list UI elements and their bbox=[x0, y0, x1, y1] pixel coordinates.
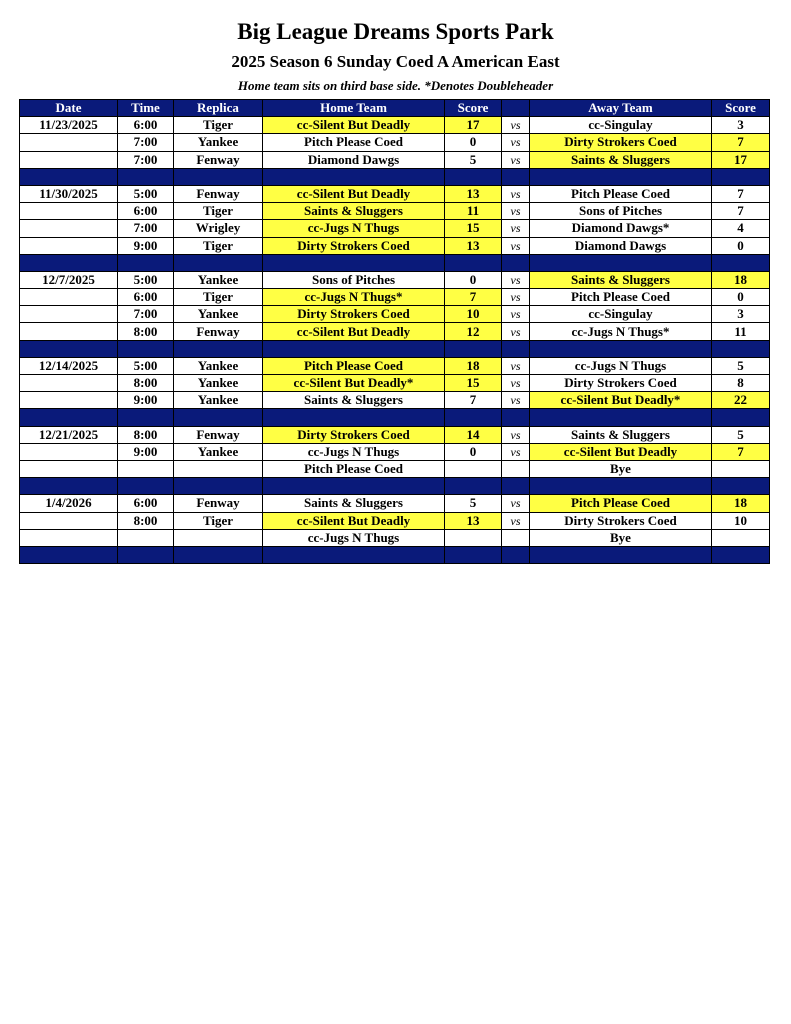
away-team-cell: Diamond Dawgs bbox=[530, 237, 712, 254]
col-away-score-header: Score bbox=[712, 100, 770, 117]
separator-cell bbox=[445, 478, 502, 495]
away-team-cell: cc-Singulay bbox=[530, 306, 712, 323]
home-score-cell: 13 bbox=[445, 512, 502, 529]
replica-cell: Tiger bbox=[174, 203, 263, 220]
away-score-cell: 7 bbox=[712, 443, 770, 460]
separator-cell bbox=[502, 409, 530, 426]
replica-cell bbox=[174, 529, 263, 546]
week-separator-row bbox=[20, 340, 770, 357]
date-cell bbox=[20, 237, 118, 254]
home-score-cell: 13 bbox=[445, 237, 502, 254]
vs-cell: vs bbox=[502, 357, 530, 374]
vs-cell: vs bbox=[502, 323, 530, 340]
replica-cell: Fenway bbox=[174, 151, 263, 168]
away-team-cell: Sons of Pitches bbox=[530, 203, 712, 220]
date-cell bbox=[20, 306, 118, 323]
home-team-cell: Saints & Sluggers bbox=[263, 495, 445, 512]
time-cell: 6:00 bbox=[118, 117, 174, 134]
separator-cell bbox=[174, 340, 263, 357]
time-cell bbox=[118, 460, 174, 477]
game-row bbox=[20, 375, 770, 392]
vs-cell: vs bbox=[502, 306, 530, 323]
separator-cell bbox=[445, 340, 502, 357]
separator-cell bbox=[263, 254, 445, 271]
separator-cell bbox=[174, 546, 263, 563]
replica-cell: Tiger bbox=[174, 512, 263, 529]
away-score-cell: 0 bbox=[712, 289, 770, 306]
home-score-cell: 15 bbox=[445, 220, 502, 237]
away-score-cell: 17 bbox=[712, 151, 770, 168]
col-vs-header bbox=[502, 100, 530, 117]
home-score-cell: 10 bbox=[445, 306, 502, 323]
away-score-cell: 22 bbox=[712, 392, 770, 409]
home-score-cell: 12 bbox=[445, 323, 502, 340]
home-team-cell: cc-Silent But Deadly bbox=[263, 512, 445, 529]
col-time-header: Time bbox=[118, 100, 174, 117]
separator-cell bbox=[502, 168, 530, 185]
time-cell: 6:00 bbox=[118, 203, 174, 220]
time-cell: 9:00 bbox=[118, 443, 174, 460]
away-score-cell: 3 bbox=[712, 306, 770, 323]
home-team-cell: Pitch Please Coed bbox=[263, 134, 445, 151]
vs-cell: vs bbox=[502, 151, 530, 168]
away-score-cell: 7 bbox=[712, 185, 770, 202]
date-cell bbox=[20, 392, 118, 409]
time-cell: 9:00 bbox=[118, 392, 174, 409]
time-cell: 8:00 bbox=[118, 512, 174, 529]
away-score-cell: 18 bbox=[712, 271, 770, 288]
away-score-cell: 10 bbox=[712, 512, 770, 529]
home-team-cell: Dirty Strokers Coed bbox=[263, 237, 445, 254]
game-row bbox=[20, 237, 770, 254]
away-team-cell: cc-Silent But Deadly bbox=[530, 443, 712, 460]
week-separator-row bbox=[20, 409, 770, 426]
home-score-cell: 5 bbox=[445, 151, 502, 168]
col-replica-header: Replica bbox=[174, 100, 263, 117]
away-score-cell: 11 bbox=[712, 323, 770, 340]
date-cell: 12/7/2025 bbox=[20, 271, 118, 288]
date-cell bbox=[20, 323, 118, 340]
home-team-cell: Dirty Strokers Coed bbox=[263, 306, 445, 323]
game-row bbox=[20, 426, 770, 443]
date-cell bbox=[20, 460, 118, 477]
separator-cell bbox=[118, 340, 174, 357]
separator-cell bbox=[712, 478, 770, 495]
separator-cell bbox=[445, 168, 502, 185]
time-cell: 5:00 bbox=[118, 357, 174, 374]
time-cell: 7:00 bbox=[118, 306, 174, 323]
away-team-cell: cc-Silent But Deadly* bbox=[530, 392, 712, 409]
replica-cell: Yankee bbox=[174, 443, 263, 460]
away-team-cell: cc-Jugs N Thugs bbox=[530, 357, 712, 374]
date-cell: 11/23/2025 bbox=[20, 117, 118, 134]
separator-cell bbox=[530, 478, 712, 495]
home-team-cell: cc-Jugs N Thugs bbox=[263, 529, 445, 546]
col-home-team-header: Home Team bbox=[263, 100, 445, 117]
time-cell: 5:00 bbox=[118, 271, 174, 288]
away-score-cell: 3 bbox=[712, 117, 770, 134]
time-cell: 8:00 bbox=[118, 323, 174, 340]
separator-cell bbox=[263, 168, 445, 185]
date-cell bbox=[20, 220, 118, 237]
vs-cell bbox=[502, 460, 530, 477]
away-team-cell: Dirty Strokers Coed bbox=[530, 375, 712, 392]
date-cell bbox=[20, 529, 118, 546]
away-team-cell: Saints & Sluggers bbox=[530, 151, 712, 168]
separator-cell bbox=[118, 254, 174, 271]
separator-cell bbox=[263, 546, 445, 563]
time-cell: 6:00 bbox=[118, 289, 174, 306]
home-score-cell: 18 bbox=[445, 357, 502, 374]
vs-cell: vs bbox=[502, 443, 530, 460]
separator-cell bbox=[445, 254, 502, 271]
separator-cell bbox=[118, 409, 174, 426]
away-team-cell: Bye bbox=[530, 529, 712, 546]
separator-cell bbox=[445, 546, 502, 563]
time-cell: 7:00 bbox=[118, 134, 174, 151]
home-team-cell: cc-Silent But Deadly bbox=[263, 185, 445, 202]
replica-cell: Yankee bbox=[174, 392, 263, 409]
home-team-cell: Diamond Dawgs bbox=[263, 151, 445, 168]
separator-cell bbox=[118, 478, 174, 495]
separator-cell bbox=[712, 409, 770, 426]
vs-cell: vs bbox=[502, 392, 530, 409]
game-row bbox=[20, 220, 770, 237]
home-score-cell: 0 bbox=[445, 134, 502, 151]
week-separator-row bbox=[20, 478, 770, 495]
separator-cell bbox=[20, 478, 118, 495]
separator-cell bbox=[263, 409, 445, 426]
away-score-cell: 8 bbox=[712, 375, 770, 392]
separator-cell bbox=[118, 168, 174, 185]
home-score-cell bbox=[445, 529, 502, 546]
separator-cell bbox=[502, 254, 530, 271]
home-score-cell: 5 bbox=[445, 495, 502, 512]
replica-cell: Yankee bbox=[174, 134, 263, 151]
separator-cell bbox=[118, 546, 174, 563]
away-score-cell: 5 bbox=[712, 426, 770, 443]
replica-cell: Tiger bbox=[174, 289, 263, 306]
time-cell: 8:00 bbox=[118, 375, 174, 392]
away-score-cell: 7 bbox=[712, 134, 770, 151]
game-row bbox=[20, 495, 770, 512]
home-team-cell: cc-Jugs N Thugs* bbox=[263, 289, 445, 306]
home-score-cell: 7 bbox=[445, 392, 502, 409]
separator-cell bbox=[530, 340, 712, 357]
time-cell: 7:00 bbox=[118, 220, 174, 237]
home-team-cell: Saints & Sluggers bbox=[263, 392, 445, 409]
separator-cell bbox=[20, 409, 118, 426]
home-team-cell: cc-Silent But Deadly bbox=[263, 323, 445, 340]
separator-cell bbox=[502, 546, 530, 563]
week-separator-row bbox=[20, 254, 770, 271]
home-score-cell: 14 bbox=[445, 426, 502, 443]
time-cell: 6:00 bbox=[118, 495, 174, 512]
vs-cell: vs bbox=[502, 117, 530, 134]
separator-cell bbox=[20, 254, 118, 271]
vs-cell: vs bbox=[502, 512, 530, 529]
replica-cell: Yankee bbox=[174, 357, 263, 374]
home-score-cell: 17 bbox=[445, 117, 502, 134]
away-team-cell: Saints & Sluggers bbox=[530, 426, 712, 443]
page-subtitle: 2025 Season 6 Sunday Coed A American East bbox=[231, 52, 560, 71]
separator-cell bbox=[530, 546, 712, 563]
game-row bbox=[20, 529, 770, 546]
header-row bbox=[20, 100, 770, 117]
separator-cell bbox=[20, 546, 118, 563]
date-cell: 12/21/2025 bbox=[20, 426, 118, 443]
home-team-cell: cc-Jugs N Thugs bbox=[263, 220, 445, 237]
vs-cell bbox=[502, 529, 530, 546]
home-score-cell bbox=[445, 460, 502, 477]
replica-cell: Yankee bbox=[174, 271, 263, 288]
vs-cell: vs bbox=[502, 237, 530, 254]
home-score-cell: 0 bbox=[445, 443, 502, 460]
date-cell: 1/4/2026 bbox=[20, 495, 118, 512]
week-separator-row bbox=[20, 168, 770, 185]
date-cell bbox=[20, 134, 118, 151]
replica-cell: Yankee bbox=[174, 306, 263, 323]
game-row bbox=[20, 203, 770, 220]
separator-cell bbox=[502, 478, 530, 495]
replica-cell: Tiger bbox=[174, 237, 263, 254]
date-cell bbox=[20, 443, 118, 460]
vs-cell: vs bbox=[502, 375, 530, 392]
separator-cell bbox=[174, 478, 263, 495]
away-score-cell: 0 bbox=[712, 237, 770, 254]
game-row bbox=[20, 392, 770, 409]
away-team-cell: Saints & Sluggers bbox=[530, 271, 712, 288]
vs-cell: vs bbox=[502, 185, 530, 202]
away-score-cell: 18 bbox=[712, 495, 770, 512]
time-cell: 8:00 bbox=[118, 426, 174, 443]
separator-cell bbox=[712, 254, 770, 271]
replica-cell: Fenway bbox=[174, 426, 263, 443]
home-team-cell: Pitch Please Coed bbox=[263, 357, 445, 374]
replica-cell: Yankee bbox=[174, 375, 263, 392]
col-away-team-header: Away Team bbox=[530, 100, 712, 117]
home-team-cell: Dirty Strokers Coed bbox=[263, 426, 445, 443]
home-team-cell: cc-Silent But Deadly bbox=[263, 117, 445, 134]
page-title: Big League Dreams Sports Park bbox=[237, 19, 554, 44]
separator-cell bbox=[445, 409, 502, 426]
schedule-table bbox=[19, 99, 770, 564]
home-team-cell: Sons of Pitches bbox=[263, 271, 445, 288]
vs-cell: vs bbox=[502, 203, 530, 220]
away-team-cell: Pitch Please Coed bbox=[530, 185, 712, 202]
home-team-cell: Pitch Please Coed bbox=[263, 460, 445, 477]
vs-cell: vs bbox=[502, 495, 530, 512]
separator-cell bbox=[174, 254, 263, 271]
separator-cell bbox=[174, 409, 263, 426]
away-team-cell: cc-Jugs N Thugs* bbox=[530, 323, 712, 340]
game-row bbox=[20, 443, 770, 460]
home-score-cell: 15 bbox=[445, 375, 502, 392]
game-row bbox=[20, 271, 770, 288]
home-score-cell: 7 bbox=[445, 289, 502, 306]
game-row bbox=[20, 185, 770, 202]
separator-cell bbox=[530, 168, 712, 185]
vs-cell: vs bbox=[502, 134, 530, 151]
date-cell: 11/30/2025 bbox=[20, 185, 118, 202]
vs-cell: vs bbox=[502, 289, 530, 306]
replica-cell bbox=[174, 460, 263, 477]
away-score-cell: 5 bbox=[712, 357, 770, 374]
separator-cell bbox=[20, 340, 118, 357]
separator-cell bbox=[502, 340, 530, 357]
away-score-cell bbox=[712, 529, 770, 546]
away-team-cell: Diamond Dawgs* bbox=[530, 220, 712, 237]
away-team-cell: Pitch Please Coed bbox=[530, 289, 712, 306]
home-score-cell: 13 bbox=[445, 185, 502, 202]
separator-cell bbox=[712, 168, 770, 185]
home-team-cell: Saints & Sluggers bbox=[263, 203, 445, 220]
date-cell bbox=[20, 512, 118, 529]
separator-cell bbox=[530, 254, 712, 271]
separator-cell bbox=[712, 546, 770, 563]
game-row bbox=[20, 460, 770, 477]
game-row bbox=[20, 306, 770, 323]
vs-cell: vs bbox=[502, 271, 530, 288]
home-team-cell: cc-Jugs N Thugs bbox=[263, 443, 445, 460]
replica-cell: Tiger bbox=[174, 117, 263, 134]
vs-cell: vs bbox=[502, 426, 530, 443]
home-team-cell: cc-Silent But Deadly* bbox=[263, 375, 445, 392]
game-row bbox=[20, 117, 770, 134]
away-team-cell: Bye bbox=[530, 460, 712, 477]
game-row bbox=[20, 134, 770, 151]
replica-cell: Fenway bbox=[174, 495, 263, 512]
home-score-cell: 11 bbox=[445, 203, 502, 220]
separator-cell bbox=[530, 409, 712, 426]
week-separator-row bbox=[20, 546, 770, 563]
separator-cell bbox=[712, 340, 770, 357]
separator-cell bbox=[174, 168, 263, 185]
replica-cell: Fenway bbox=[174, 185, 263, 202]
date-cell bbox=[20, 375, 118, 392]
time-cell: 9:00 bbox=[118, 237, 174, 254]
time-cell: 7:00 bbox=[118, 151, 174, 168]
home-score-cell: 0 bbox=[445, 271, 502, 288]
game-row bbox=[20, 151, 770, 168]
away-team-cell: cc-Singulay bbox=[530, 117, 712, 134]
replica-cell: Wrigley bbox=[174, 220, 263, 237]
date-cell: 12/14/2025 bbox=[20, 357, 118, 374]
schedule-note: Home team sits on third base side. *Denotes Doubleheader bbox=[237, 78, 554, 93]
date-cell bbox=[20, 203, 118, 220]
away-team-cell: Dirty Strokers Coed bbox=[530, 512, 712, 529]
time-cell: 5:00 bbox=[118, 185, 174, 202]
date-cell bbox=[20, 151, 118, 168]
date-cell bbox=[20, 289, 118, 306]
away-score-cell: 4 bbox=[712, 220, 770, 237]
vs-cell: vs bbox=[502, 220, 530, 237]
game-row bbox=[20, 357, 770, 374]
away-score-cell: 7 bbox=[712, 203, 770, 220]
col-home-score-header: Score bbox=[445, 100, 502, 117]
game-row bbox=[20, 323, 770, 340]
separator-cell bbox=[263, 340, 445, 357]
time-cell bbox=[118, 529, 174, 546]
away-team-cell: Dirty Strokers Coed bbox=[530, 134, 712, 151]
separator-cell bbox=[20, 168, 118, 185]
game-row bbox=[20, 289, 770, 306]
separator-cell bbox=[263, 478, 445, 495]
game-row bbox=[20, 512, 770, 529]
replica-cell: Fenway bbox=[174, 323, 263, 340]
away-team-cell: Pitch Please Coed bbox=[530, 495, 712, 512]
away-score-cell bbox=[712, 460, 770, 477]
col-date-header: Date bbox=[20, 100, 118, 117]
